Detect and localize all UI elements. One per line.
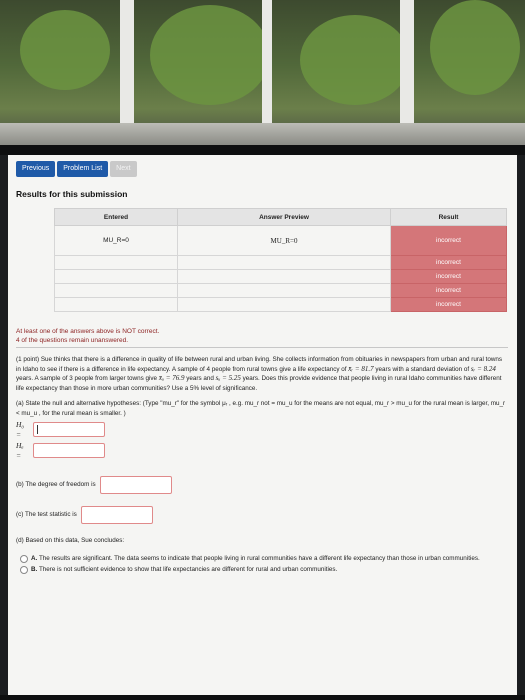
problem-body xyxy=(16,355,508,577)
feedback-line-1: At least one of the answers above is NOT correct. xyxy=(16,328,160,335)
preview-cell: MU_R=0 xyxy=(178,226,391,256)
divider xyxy=(16,347,508,348)
alt-hypothesis-input[interactable] xyxy=(33,443,105,458)
choice-b-text: There is not sufficient evidence to show that life expectancies are different for rural and urban communities. xyxy=(38,566,338,573)
su-value: sᵤ = 5.25 xyxy=(215,374,241,382)
nav-bar xyxy=(16,161,137,177)
problem-list-button[interactable]: Problem List xyxy=(57,161,108,177)
header-entered: Entered xyxy=(55,209,178,226)
result-cell: incorrect xyxy=(391,284,507,298)
result-cell: incorrect xyxy=(391,226,507,256)
part-c-prompt: (c) The test statistic is xyxy=(16,511,77,519)
test-statistic-row xyxy=(16,506,508,524)
xu-value: x̄ᵤ = 76.9 xyxy=(158,374,185,382)
sr-value: sᵣ = 8.24 xyxy=(470,364,496,373)
table-row xyxy=(55,256,507,270)
background-window-photo xyxy=(0,0,525,145)
preview-cell xyxy=(178,256,391,270)
null-hypothesis-row xyxy=(16,420,508,439)
feedback-line-2: 4 of the questions remain unanswered. xyxy=(16,337,129,344)
results-title: Results for this submission xyxy=(16,189,128,199)
entered-cell: MU_R=0 xyxy=(55,226,178,256)
entered-cell xyxy=(55,256,178,270)
entered-cell xyxy=(55,270,178,284)
webwork-page xyxy=(8,155,517,695)
null-hypothesis-input[interactable] xyxy=(33,422,105,437)
entered-cell xyxy=(55,284,178,298)
table-row xyxy=(55,298,507,312)
result-cell: incorrect xyxy=(391,298,507,312)
result-cell: incorrect xyxy=(391,270,507,284)
table-row xyxy=(55,270,507,284)
choice-a[interactable] xyxy=(20,554,508,564)
result-cell: incorrect xyxy=(391,256,507,270)
choice-b-letter: B. xyxy=(31,566,38,573)
preview-cell xyxy=(178,270,391,284)
previous-button[interactable]: Previous xyxy=(16,161,55,177)
choice-b[interactable] xyxy=(20,565,508,575)
part-b-prompt: (b) The degree of freedom is xyxy=(16,481,96,489)
table-row xyxy=(55,284,507,298)
part-d-prompt: (d) Based on this data, Sue concludes: xyxy=(16,537,125,544)
table-row xyxy=(55,226,507,256)
ha-label: Hₐ = xyxy=(16,441,24,460)
test-statistic-input[interactable] xyxy=(81,506,153,524)
choice-a-letter: A. xyxy=(31,554,38,562)
choice-a-text: The results are significant. The data seems to indicate that people living in rural communities have a different life expectancy than those in urban communities. xyxy=(38,554,480,562)
radio-b[interactable] xyxy=(20,566,28,574)
part-a-prompt: (a) State the null and alternative hypotheses: (Type "mu_r" for the symbol μᵣ , e.g. mu_r not = mu_u for the means are not equal, mu_r > mu_u for the rural mean is larger, mu_r < mu_u , for the rural mean is smaller. ) xyxy=(16,400,506,417)
monitor-bezel-bottom xyxy=(0,695,525,700)
radio-a[interactable] xyxy=(20,555,28,563)
preview-cell xyxy=(178,284,391,298)
problem-intro: (1 point) Sue thinks that there is a difference in quality of life between rural and urban living. She collects information from obituaries in newspapers from urban and rural towns in Idaho to see if there is a difference in life expectancy. A sample of 4 people from rural towns give a life expectancy of x̄ᵣ = 81.7 years with a standard deviation of sᵣ = 8.24 years. A sample of 3 people from larger towns give x̄ᵤ = 76.9 years and sᵤ = 5.25 years. Does this provide evidence that people living in rural Idaho communities have different life expectancy than those in more urban communities? Use a 5% level of significance. xyxy=(16,356,503,392)
preview-cell xyxy=(178,298,391,312)
monitor-bezel xyxy=(0,145,525,155)
degree-of-freedom-input[interactable] xyxy=(100,476,172,494)
alt-hypothesis-row xyxy=(16,441,508,460)
next-button[interactable]: Next xyxy=(110,161,136,177)
h0-label: H₀ = xyxy=(16,420,25,439)
degree-of-freedom-row xyxy=(16,476,508,494)
xr-value: x̄ᵣ = 81.7 xyxy=(348,364,374,373)
header-result: Result xyxy=(391,209,507,226)
feedback-message xyxy=(16,327,159,345)
results-table xyxy=(54,208,507,312)
entered-cell xyxy=(55,298,178,312)
header-answer-preview: Answer Preview xyxy=(178,209,391,226)
